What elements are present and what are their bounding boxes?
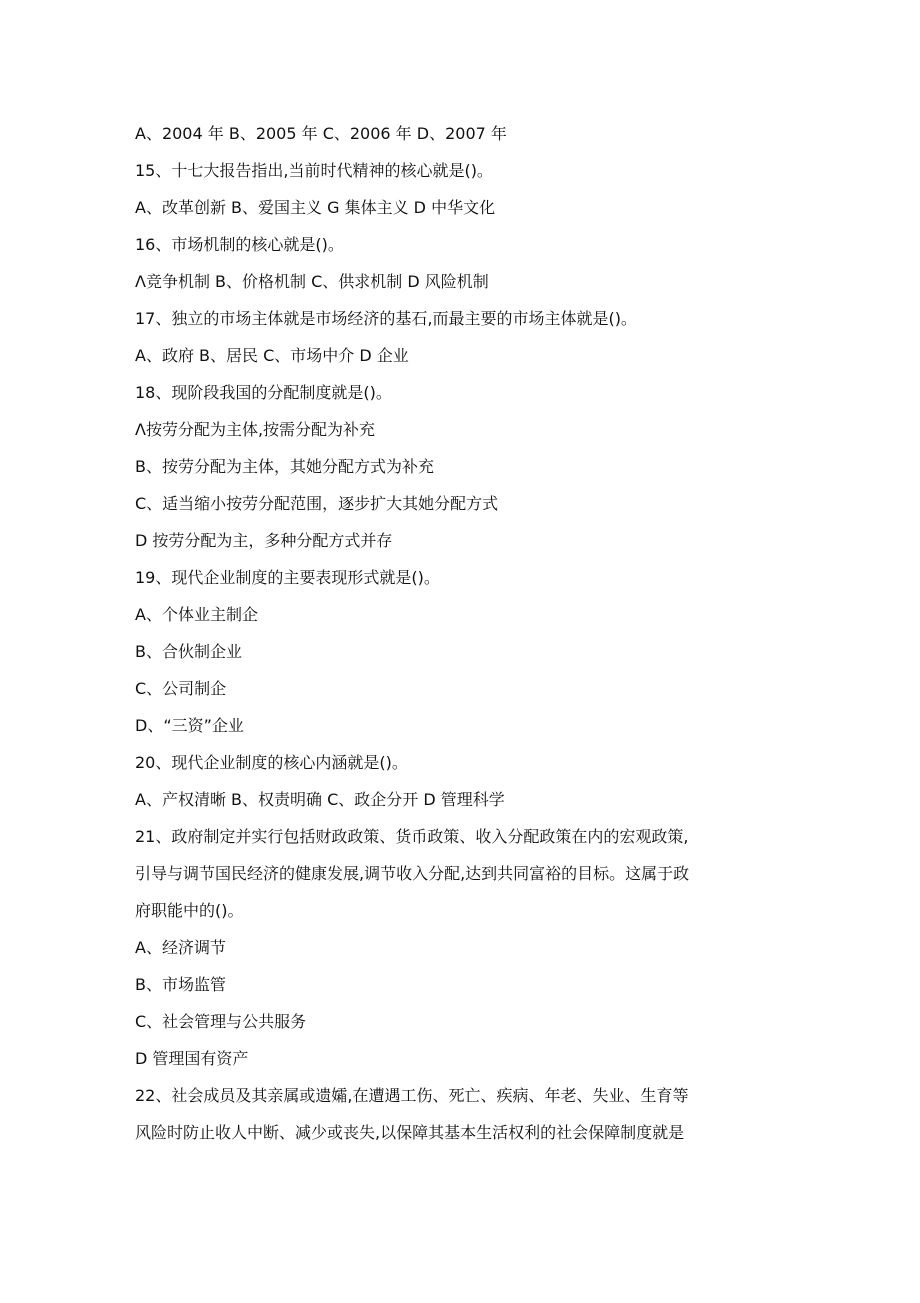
text-line: A、改革创新 B、爱国主义 G 集体主义 D 中华文化 [135, 198, 496, 217]
text-line: 15、十七大报告指出,当前时代精神的核心就是()。 [135, 161, 493, 180]
text-line: D 按劳分配为主，多种分配方式并存 [135, 531, 393, 550]
text-line: 18、现阶段我国的分配制度就是()。 [135, 383, 392, 402]
text-line: A、经济调节 [135, 938, 226, 957]
text-line: 20、现代企业制度的核心内涵就是()。 [135, 753, 408, 772]
text-line: 风险时防止收人中断、减少或丧失,以保障其基本生活权利的社会保障制度就是 [135, 1123, 685, 1142]
text-line: Λ竞争机制 B、价格机制 C、供求机制 D 风险机制 [135, 272, 489, 291]
text-line: D 管理国有资产 [135, 1049, 249, 1068]
text-line: 16、市场机制的核心就是()。 [135, 235, 344, 254]
text-line: A、2004 年 B、2005 年 C、2006 年 D、2007 年 [135, 124, 507, 143]
text-line: Λ按劳分配为主体,按需分配为补充 [135, 420, 376, 439]
text-line: 17、独立的市场主体就是市场经济的基石,而最主要的市场主体就是()。 [135, 309, 637, 328]
text-line: D、“三资”企业 [135, 716, 244, 735]
text-line: A、政府 B、居民 C、市场中介 D 企业 [135, 346, 409, 365]
text-line: C、社会管理与公共服务 [135, 1012, 307, 1031]
text-line: C、公司制企 [135, 679, 227, 698]
text-line: A、产权清晰 B、权责明确 C、政企分开 D 管理科学 [135, 790, 505, 809]
text-line: 21、政府制定并实行包括财政政策、货币政策、收入分配政策在内的宏观政策, [135, 827, 689, 846]
text-line: 19、现代企业制度的主要表现形式就是()。 [135, 568, 440, 587]
text-line: 22、社会成员及其亲属或遗孀,在遭遇工伤、死亡、疾病、年老、失业、生育等 [135, 1086, 689, 1105]
document-body [135, 115, 745, 1151]
text-line: 府职能中的()。 [135, 901, 244, 920]
text-line: B、合伙制企业 [135, 642, 242, 661]
text-line: A、个体业主制企 [135, 605, 258, 624]
text-line: B、按劳分配为主体，其她分配方式为补充 [135, 457, 434, 476]
text-line: B、市场监管 [135, 975, 226, 994]
text-line: 引导与调节国民经济的健康发展,调节收入分配,达到共同富裕的目标。这属于政 [135, 864, 690, 883]
text-line: C、适当缩小按劳分配范围，逐步扩大其她分配方式 [135, 494, 499, 513]
